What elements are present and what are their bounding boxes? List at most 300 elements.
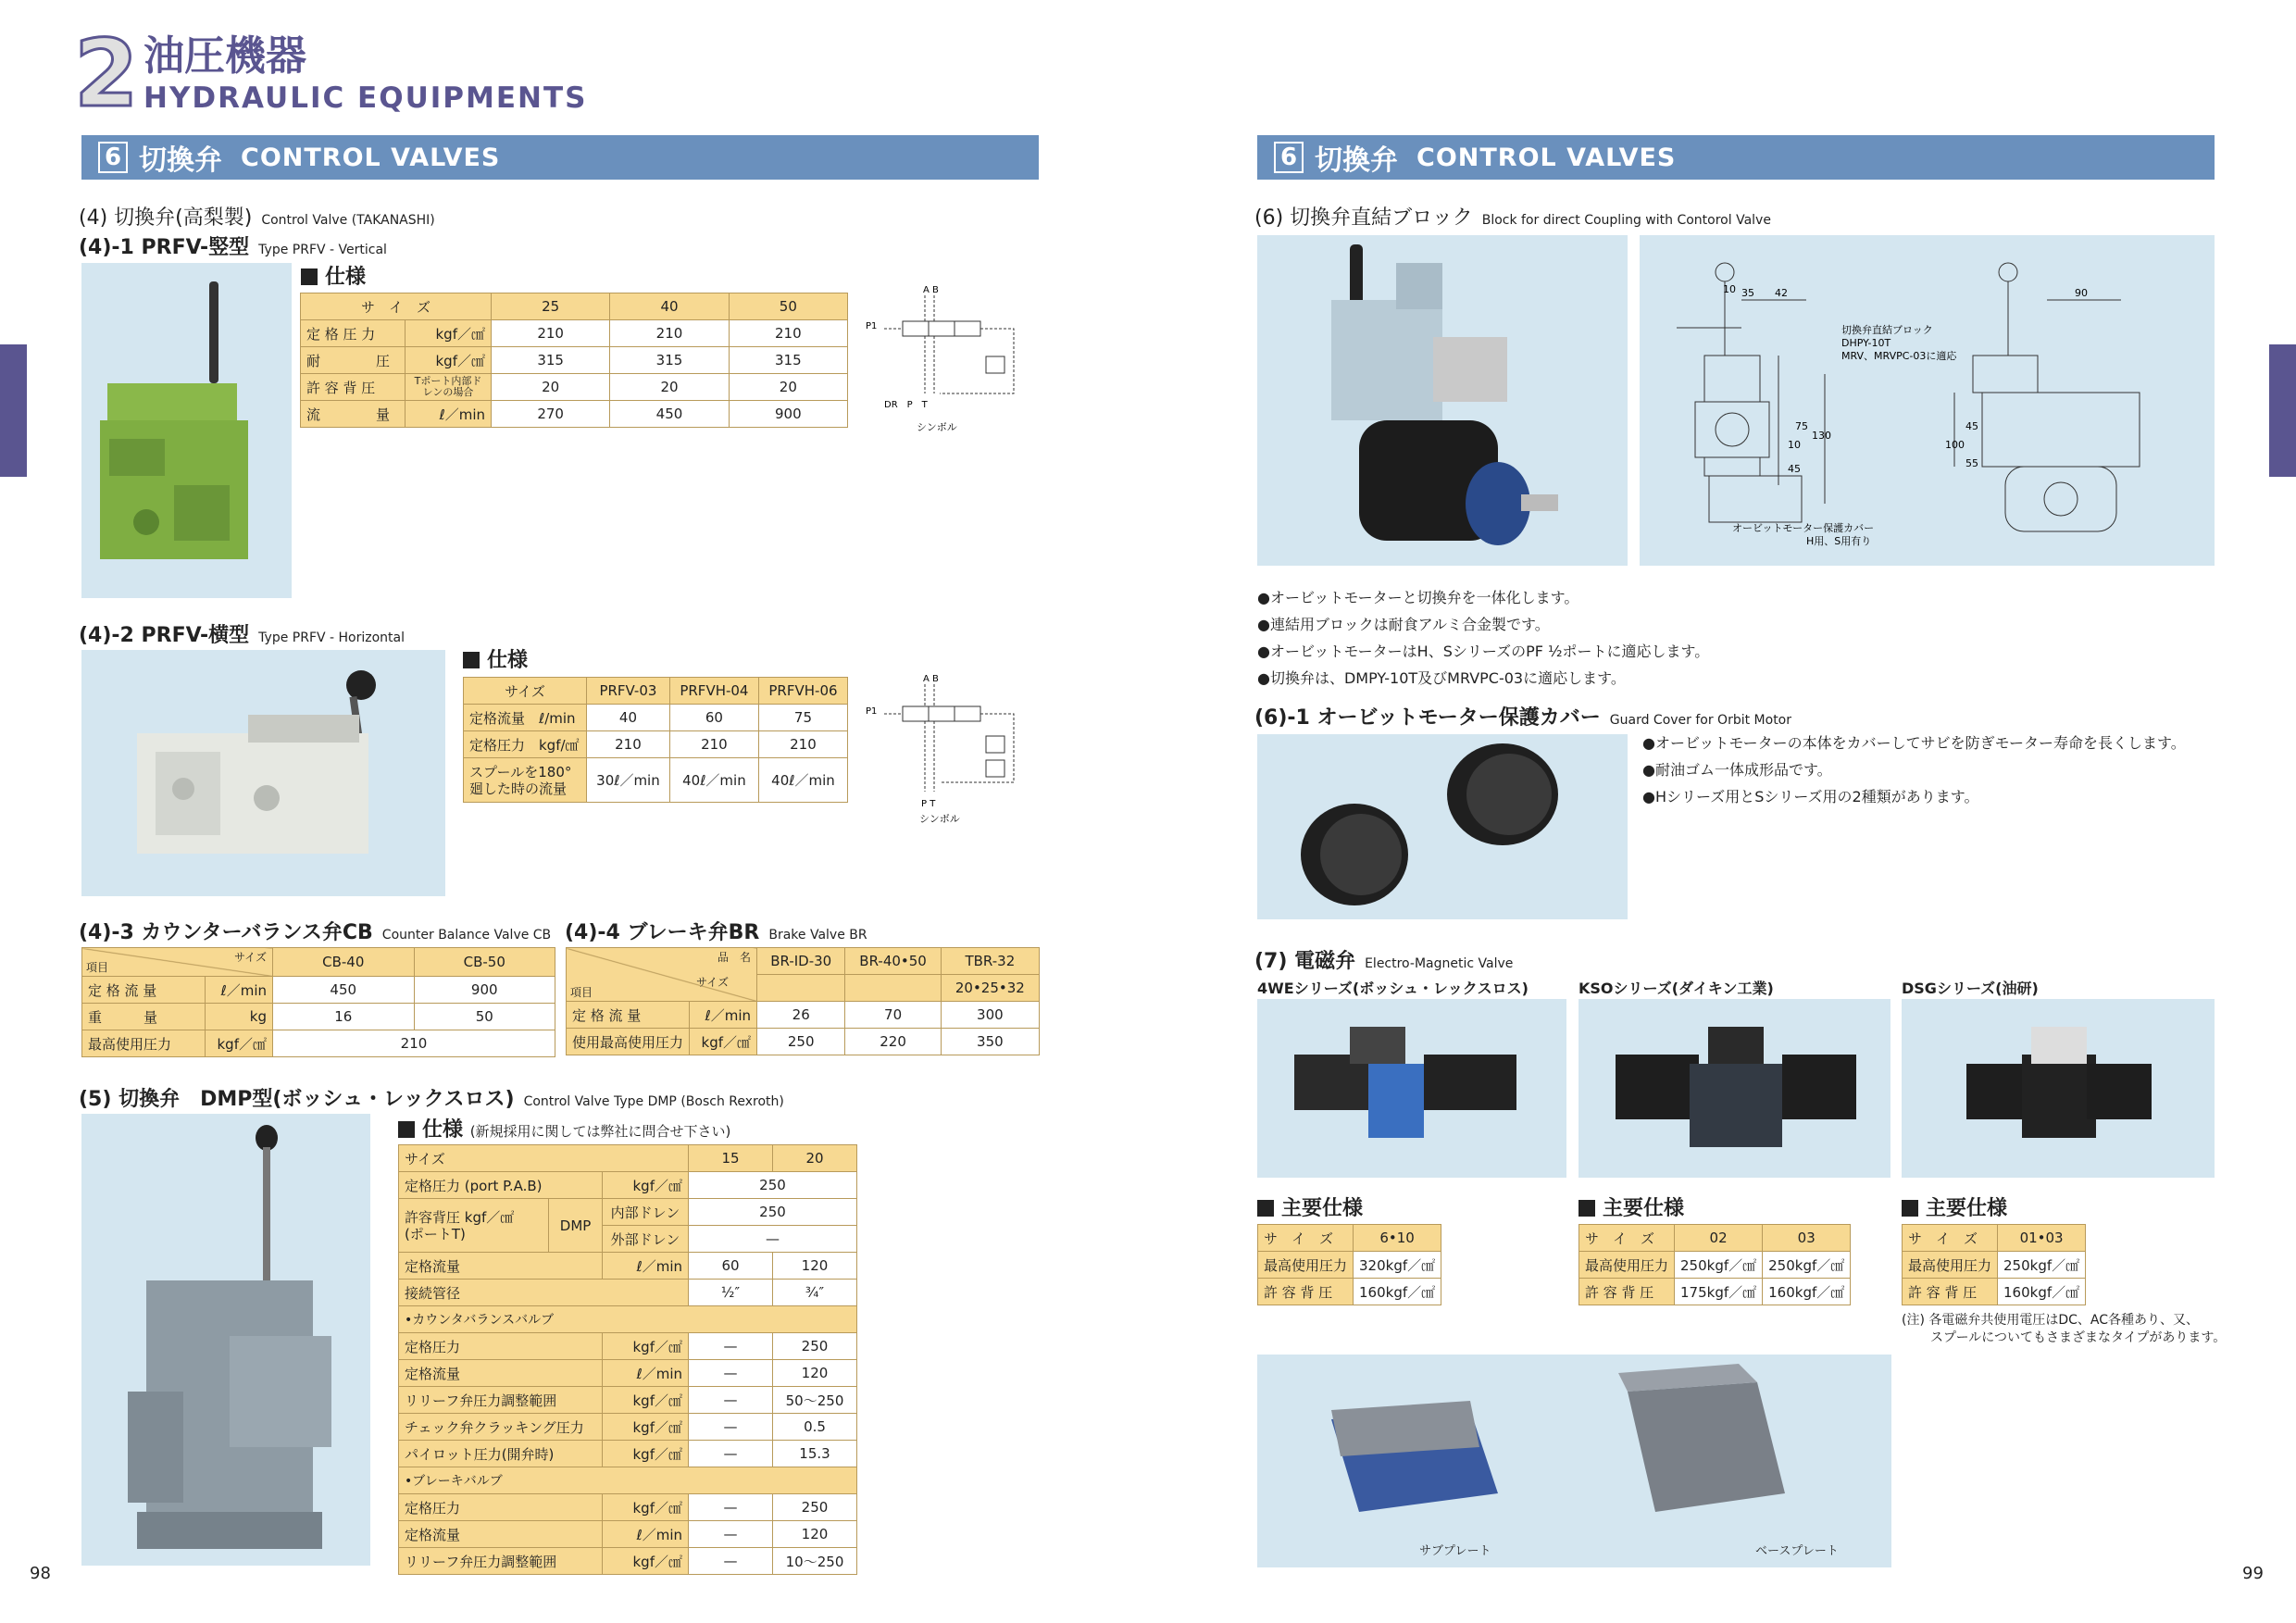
spec-heading-4we (1257, 1192, 1363, 1221)
series-4we-label: 4WEシリーズ(ボッシュ・レックスロス) (1257, 980, 1529, 997)
cell: 210 (610, 320, 729, 347)
caption-subplate: サブプレート (1419, 1544, 1491, 1558)
cell: 20 (492, 374, 610, 401)
symbol-caption: シンボル (919, 813, 960, 825)
table-row (567, 1002, 1040, 1029)
heading-4-2-en: Type PRFV - Horizontal (258, 630, 406, 645)
cell: 75 (758, 705, 847, 731)
row-unit: kg (206, 1004, 273, 1030)
row-label: 定 格 圧 力 (301, 320, 406, 347)
table-row (399, 1414, 857, 1441)
table-row (1903, 1279, 2086, 1305)
band-title-jp: 切換弁 (1315, 144, 1398, 177)
row-label: 定格流量 (399, 1360, 603, 1387)
dim-45: 45 (1788, 463, 1801, 475)
cell: — (689, 1387, 773, 1414)
cell: — (689, 1226, 857, 1253)
cell: 900 (729, 401, 847, 428)
bullet-item: ●オービットモーターの本体をカバーしてサビを防ぎモーター寿命を長くします。 (1642, 734, 2186, 752)
table-row (1579, 1225, 1851, 1252)
series-dsg-label: DSGシリーズ(油研) (1902, 980, 2039, 997)
table-row (1258, 1225, 1441, 1252)
table-header-cell: 50 (729, 293, 847, 320)
cell: 120 (773, 1521, 857, 1548)
row-label: 流 量 (301, 401, 406, 428)
heading-6 (1254, 202, 1771, 231)
row-label: 定格圧力 (399, 1333, 603, 1360)
corner-label-size: サイズ (695, 976, 730, 989)
band-title-en: CONTROL VALVES (1416, 143, 1677, 172)
page-side-tab-right (2269, 344, 2296, 477)
spec-label: 仕様 (487, 649, 529, 672)
spec-table-prfv-horizontal (463, 677, 848, 803)
heading-4-2-jp: (4)-2 PRFV-横型 (79, 624, 250, 647)
chapter-title-en: HYDRAULIC EQUIPMENTS (144, 81, 588, 115)
dim-75: 75 (1795, 420, 1808, 432)
heading-4-jp: (4) 切換弁(高梨製) (79, 206, 253, 230)
table-row (399, 1280, 857, 1306)
table-row (1258, 1279, 1441, 1305)
row-unit: ℓ／min (690, 1002, 757, 1029)
row-unit: kgf／㎠ (206, 1030, 273, 1057)
cell: 40 (587, 705, 670, 731)
cell: 900 (414, 977, 555, 1004)
row-unit: Tポート内部ドレンの場合 (406, 374, 492, 401)
table-row (301, 374, 848, 401)
row-label: 最高使用圧力 (1258, 1252, 1354, 1279)
heading-4-4 (565, 917, 867, 945)
table-group-row (399, 1306, 857, 1333)
table-row (399, 1172, 857, 1199)
row-label: 重 量 (82, 1004, 206, 1030)
dim-42: 42 (1775, 287, 1788, 299)
row-label: 許 容 背 圧 (1579, 1279, 1675, 1305)
table-row (399, 1387, 857, 1414)
cell: 20 (729, 374, 847, 401)
symbol-ab-label: A B (923, 674, 939, 684)
dim-90: 90 (2075, 287, 2088, 299)
chapter-title-jp: 油圧機器 (144, 32, 306, 80)
cell: 210 (587, 731, 670, 758)
row-label: 最高使用圧力 (1903, 1252, 1998, 1279)
symbol-port-labels: DR P T (884, 400, 928, 410)
cell: 315 (492, 347, 610, 374)
heading-6-1 (1254, 702, 1791, 730)
cell: 270 (492, 401, 610, 428)
row-label: 接続管径 (399, 1280, 689, 1306)
cell: 6•10 (1354, 1225, 1441, 1252)
corner-label-item: 項目 (86, 961, 109, 974)
table-row (301, 401, 848, 428)
dim-130: 130 (1812, 430, 1831, 442)
table-row (464, 758, 848, 803)
cell: 02 (1675, 1225, 1763, 1252)
spec-table-br (566, 947, 1040, 1055)
table-row (82, 1030, 555, 1057)
cell: 250 (773, 1333, 857, 1360)
page-number-left: 98 (30, 1564, 51, 1583)
row-unit: ℓ／min (602, 1360, 688, 1387)
table-corner-cell (82, 948, 273, 977)
cell: 250 (689, 1199, 857, 1226)
cell: 15.3 (773, 1441, 857, 1467)
drawing-note: DHPY-10T (1841, 337, 1891, 349)
row-label-line2: (ポートT) (405, 1225, 466, 1242)
cell: ¾″ (773, 1280, 857, 1306)
table-header-cell: PRFVH-06 (758, 678, 847, 705)
spec-table-4we (1257, 1224, 1441, 1305)
heading-6-en: Block for direct Coupling with Contorol Valve (1481, 213, 1771, 228)
table-header-cell: サイズ (399, 1145, 689, 1172)
cell: 70 (845, 1002, 941, 1029)
spec-heading-kso (1578, 1192, 1684, 1221)
heading-4-en: Control Valve (TAKANASHI) (261, 213, 435, 228)
dim-45b: 45 (1965, 420, 1978, 432)
row-label: リリーフ弁圧力調整範囲 (399, 1387, 603, 1414)
heading-4-4-en: Brake Valve BR (768, 928, 867, 943)
cell: 315 (610, 347, 729, 374)
photo-direct-coupling-block (1257, 235, 1628, 566)
cell: 120 (773, 1360, 857, 1387)
table-row (1579, 1279, 1851, 1305)
row-unit: kgf／㎠ (602, 1333, 688, 1360)
footnote-line1: (注) 各電磁弁共使用電圧はDC、AC各種あり、又、 (1902, 1313, 2200, 1328)
chapter-number: 2 (74, 19, 139, 128)
dim-10b: 10 (1788, 439, 1801, 451)
heading-7-en: Electro-Magnetic Valve (1365, 956, 1514, 971)
bullet-item: ●オービットモーターはH、SシリーズのPF ½ポートに適応します。 (1257, 643, 1710, 660)
row-label: 定格圧力 (port P.A.B) (399, 1172, 603, 1199)
table-row (399, 1333, 857, 1360)
table-row (1579, 1252, 1851, 1279)
spec-table-cb (81, 947, 555, 1057)
row-label: 定格流量 (399, 1253, 603, 1280)
group-label: •カウンタバランスバルブ (399, 1306, 857, 1333)
cell: — (689, 1333, 773, 1360)
heading-5-en: Control Valve Type DMP (Bosch Rexroth) (523, 1094, 784, 1109)
cell: 30ℓ／min (587, 758, 670, 803)
cell: 50 (414, 1004, 555, 1030)
row-label: 定 格 流 量 (567, 1002, 690, 1029)
heading-7-jp: (7) 電磁弁 (1254, 950, 1356, 973)
bullet-item: ●耐油ゴム一体成形品です。 (1642, 761, 1832, 779)
sub-label: 外部ドレン (602, 1226, 688, 1253)
cell: 40ℓ／min (758, 758, 847, 803)
row-label: 最高使用圧力 (82, 1030, 206, 1057)
row-unit: kgf／㎠ (602, 1172, 688, 1199)
section-band-right (1257, 135, 2215, 180)
row-unit: kgf／㎠ (406, 320, 492, 347)
spec-label: 主要仕様 (1603, 1197, 1685, 1220)
row-label: 許 容 背 圧 (301, 374, 406, 401)
table-header-cell: 15 (689, 1145, 773, 1172)
photo-guard-cover (1257, 734, 1628, 919)
cell: 250 (773, 1494, 857, 1521)
cell: 350 (941, 1029, 1039, 1055)
spec-note: (新規採用に関しては弊社に問合せ下さい) (469, 1123, 731, 1140)
hydraulic-symbol-1 (866, 282, 1028, 440)
table-header-cell: BR-ID-30 (757, 948, 845, 975)
drawing-note: H用、S用有り (1806, 535, 1872, 547)
row-label: 定格流量 (399, 1521, 603, 1548)
row-unit: kgf／㎠ (602, 1494, 688, 1521)
table-row (399, 1253, 857, 1280)
row-label: 最高使用圧力 (1579, 1252, 1675, 1279)
bullet-item: ●切換弁は、DMPY-10T及びMRVPC-03に適応します。 (1257, 669, 1626, 687)
table-row (464, 705, 848, 731)
cell: — (689, 1441, 773, 1467)
corner-label-item: 項目 (570, 986, 593, 999)
cell: 160kgf／㎠ (1763, 1279, 1851, 1305)
cell: 210 (492, 320, 610, 347)
symbol-p1-label: P1 (866, 321, 878, 331)
row-label: リリーフ弁圧力調整範囲 (399, 1548, 603, 1575)
table-header-cell: PRFVH-04 (669, 678, 758, 705)
table-row (1903, 1252, 2086, 1279)
cell: 450 (273, 977, 415, 1004)
row-unit: ℓ／min (206, 977, 273, 1004)
cell: — (689, 1414, 773, 1441)
section-band-left (81, 135, 1039, 180)
row-unit: ℓ／min (602, 1253, 688, 1280)
table-header-cell: サイズ (464, 678, 587, 705)
symbol-p1-label: P1 (866, 706, 878, 717)
heading-6-jp: (6) 切換弁直結ブロック (1254, 206, 1473, 230)
heading-6-1-en: Guard Cover for Orbit Motor (1609, 713, 1792, 728)
dim-10: 10 (1723, 283, 1736, 295)
table-corner-cell (567, 948, 757, 1002)
table-row (82, 1004, 555, 1030)
cell: 120 (773, 1253, 857, 1280)
row-label: 使用最高使用圧力 (567, 1029, 690, 1055)
cell: 220 (845, 1029, 941, 1055)
photo-prfv-vertical (81, 263, 292, 598)
bullet-item: ●連結用ブロックは耐食アルミ合金製です。 (1257, 616, 1550, 633)
cell: 250 (689, 1172, 857, 1199)
band-number: 6 (1274, 142, 1304, 173)
spec-heading-4-1 (301, 261, 366, 290)
cell: 10〜250 (773, 1548, 857, 1575)
table-header-cell: サ イ ズ (301, 293, 492, 320)
table-row (399, 1494, 857, 1521)
heading-4-1-en: Type PRFV - Vertical (258, 243, 387, 257)
table-header-cell: 25 (492, 293, 610, 320)
page-side-tab-left (0, 344, 27, 477)
table-row (1258, 1252, 1441, 1279)
spec-label: 主要仕様 (1281, 1197, 1364, 1220)
symbol-ab-label: A B (923, 285, 939, 295)
heading-5 (79, 1083, 784, 1112)
row-unit: kgf／㎠ (602, 1387, 688, 1414)
dim-100: 100 (1945, 439, 1965, 451)
table-header-cell: CB-50 (414, 948, 555, 977)
cell: 03 (1763, 1225, 1851, 1252)
row-label: 定格圧力 (399, 1494, 603, 1521)
table-row (301, 347, 848, 374)
band-title-en: CONTROL VALVES (241, 143, 501, 172)
row-label: 耐 圧 (301, 347, 406, 374)
table-row (399, 1360, 857, 1387)
spec-table-kso (1578, 1224, 1851, 1305)
size-cell (757, 975, 845, 1002)
cell: 60 (689, 1253, 773, 1280)
row-label: 許 容 背 圧 (1258, 1279, 1354, 1305)
drawing-note: MRV、MRVPC-03に適応 (1841, 350, 1957, 362)
cell: 250 (757, 1029, 845, 1055)
table-header-cell: TBR-32 (941, 948, 1039, 975)
symbol-port-labels: P T (921, 799, 936, 809)
cell: 250kgf／㎠ (1763, 1252, 1851, 1279)
band-title-jp: 切換弁 (139, 144, 222, 177)
cell: 450 (610, 401, 729, 428)
spec-table-dmp (398, 1144, 857, 1575)
cell: 20 (610, 374, 729, 401)
size-cell: 20•25•32 (941, 975, 1039, 1002)
heading-4-4-jp: (4)-4 ブレーキ弁BR (565, 921, 760, 944)
spec-table-dsg (1902, 1224, 2086, 1305)
cell: — (689, 1494, 773, 1521)
row-unit: kgf／㎠ (690, 1029, 757, 1055)
spec-heading-dsg (1902, 1192, 2007, 1221)
photo-prfv-horizontal (81, 650, 445, 896)
table-header-cell: CB-40 (273, 948, 415, 977)
cell: 50〜250 (773, 1387, 857, 1414)
row-unit: kgf／㎠ (602, 1441, 688, 1467)
heading-4-2 (79, 619, 405, 648)
heading-6-1-jp: (6)-1 オービットモーター保護カバー (1254, 706, 1601, 730)
cell: 300 (941, 1002, 1039, 1029)
spec-heading-5 (398, 1114, 730, 1142)
row-label: 定 格 流 量 (82, 977, 206, 1004)
cell: 01•03 (1998, 1225, 2086, 1252)
cell: 0.5 (773, 1414, 857, 1441)
sub-label: 内部ドレン (602, 1199, 688, 1226)
table-header-cell: PRFV-03 (587, 678, 670, 705)
bullet-item: ●Hシリーズ用とSシリーズ用の2種類があります。 (1642, 788, 1979, 805)
cell: 60 (669, 705, 758, 731)
bullet-item: ●オービットモーターと切換弁を一体化します。 (1257, 589, 1579, 606)
row-unit: ℓ／min (406, 401, 492, 428)
row-unit: kgf／㎠ (602, 1548, 688, 1575)
cell: 210 (758, 731, 847, 758)
table-row (399, 1199, 857, 1226)
footnote-line2: スプールについてもさまざまなタイプがあります。 (1930, 1330, 2227, 1345)
technical-drawing (1640, 235, 2215, 566)
photo-kso-valve (1578, 999, 1890, 1178)
cell: 320kgf／㎠ (1354, 1252, 1441, 1279)
spec-label: 仕様 (325, 266, 367, 289)
cell: 315 (729, 347, 847, 374)
cell: 40ℓ／min (669, 758, 758, 803)
photo-dsg-valve (1902, 999, 2215, 1178)
row-label: チェック弁クラッキング圧力 (399, 1414, 603, 1441)
table-row (82, 977, 555, 1004)
heading-4-1-jp: (4)-1 PRFV-竪型 (79, 236, 250, 259)
table-header-cell: 40 (610, 293, 729, 320)
table-row (399, 1521, 857, 1548)
heading-4-3-en: Counter Balance Valve CB (381, 928, 552, 943)
cell: — (689, 1360, 773, 1387)
row-unit: ℓ／min (602, 1521, 688, 1548)
table-header-cell: 20 (773, 1145, 857, 1172)
drawing-note: オービットモーター保護カバー (1732, 522, 1875, 534)
row-label: 許 容 背 圧 (1903, 1279, 1998, 1305)
row-label: スプールを180°廻した時の流量 (464, 758, 587, 803)
series-kso-label: KSOシリーズ(ダイキン工業) (1578, 980, 1774, 997)
dmp-label: DMP (549, 1199, 603, 1253)
dim-35: 35 (1741, 287, 1754, 299)
heading-4 (79, 202, 435, 231)
row-label: 定格流量 ℓ/min (464, 705, 587, 731)
cell: 26 (757, 1002, 845, 1029)
cell: 16 (273, 1004, 415, 1030)
row-label (399, 1199, 549, 1253)
row-label: 定格圧力 kgf/㎠ (464, 731, 587, 758)
cell: 175kgf／㎠ (1675, 1279, 1763, 1305)
row-label: パイロット圧力(開弁時) (399, 1441, 603, 1467)
cell: 160kgf／㎠ (1998, 1279, 2086, 1305)
spec-heading-4-2 (463, 644, 528, 673)
cell: 250kgf／㎠ (1998, 1252, 2086, 1279)
cell: 210 (669, 731, 758, 758)
table-group-row (399, 1467, 857, 1494)
page-number-right: 99 (2242, 1564, 2264, 1583)
cell: 210 (729, 320, 847, 347)
photo-4we-valve (1257, 999, 1566, 1178)
table-row (399, 1548, 857, 1575)
row-label-line1: 許容背圧 kgf／㎠ (405, 1208, 515, 1226)
group-label: •ブレーキバルブ (399, 1467, 857, 1494)
symbol-caption: シンボル (917, 421, 957, 433)
band-number: 6 (98, 142, 128, 173)
heading-4-3-jp: (4)-3 カウンターバランス弁CB (79, 921, 373, 944)
heading-4-3 (79, 917, 551, 945)
drawing-note: 切換弁直結ブロック (1841, 324, 1933, 336)
table-row (399, 1441, 857, 1467)
row-label: サ イ ズ (1579, 1225, 1675, 1252)
dim-55: 55 (1965, 457, 1978, 469)
row-label: サ イ ズ (1903, 1225, 1998, 1252)
heading-4-1 (79, 231, 387, 260)
row-unit: kgf／㎠ (602, 1414, 688, 1441)
heading-7 (1254, 945, 1513, 974)
cell: 160kgf／㎠ (1354, 1279, 1441, 1305)
photo-plates (1257, 1355, 1891, 1567)
hydraulic-symbol-2 (866, 671, 1028, 829)
cell: 210 (273, 1030, 555, 1057)
corner-label-size: サイズ (233, 951, 267, 964)
photo-dmp-valve (81, 1114, 370, 1566)
row-unit: kgf／㎠ (406, 347, 492, 374)
heading-5-jp: (5) 切換弁 DMP型(ボッシュ・レックスロス) (79, 1088, 515, 1111)
caption-baseplate: ベースプレート (1755, 1544, 1839, 1558)
size-cell (845, 975, 941, 1002)
spec-label: 仕様 (422, 1118, 464, 1142)
cell: 250kgf／㎠ (1675, 1252, 1763, 1279)
table-row (567, 1029, 1040, 1055)
table-row (1903, 1225, 2086, 1252)
cell: ½″ (689, 1280, 773, 1306)
spec-label: 主要仕様 (1926, 1197, 2008, 1220)
table-row (464, 731, 848, 758)
table-row (301, 320, 848, 347)
spec-table-prfv-vertical (300, 293, 848, 428)
corner-label-name: 品 名 (718, 951, 752, 964)
row-label: サ イ ズ (1258, 1225, 1354, 1252)
cell: — (689, 1521, 773, 1548)
cell: — (689, 1548, 773, 1575)
table-header-cell: BR-40•50 (845, 948, 941, 975)
